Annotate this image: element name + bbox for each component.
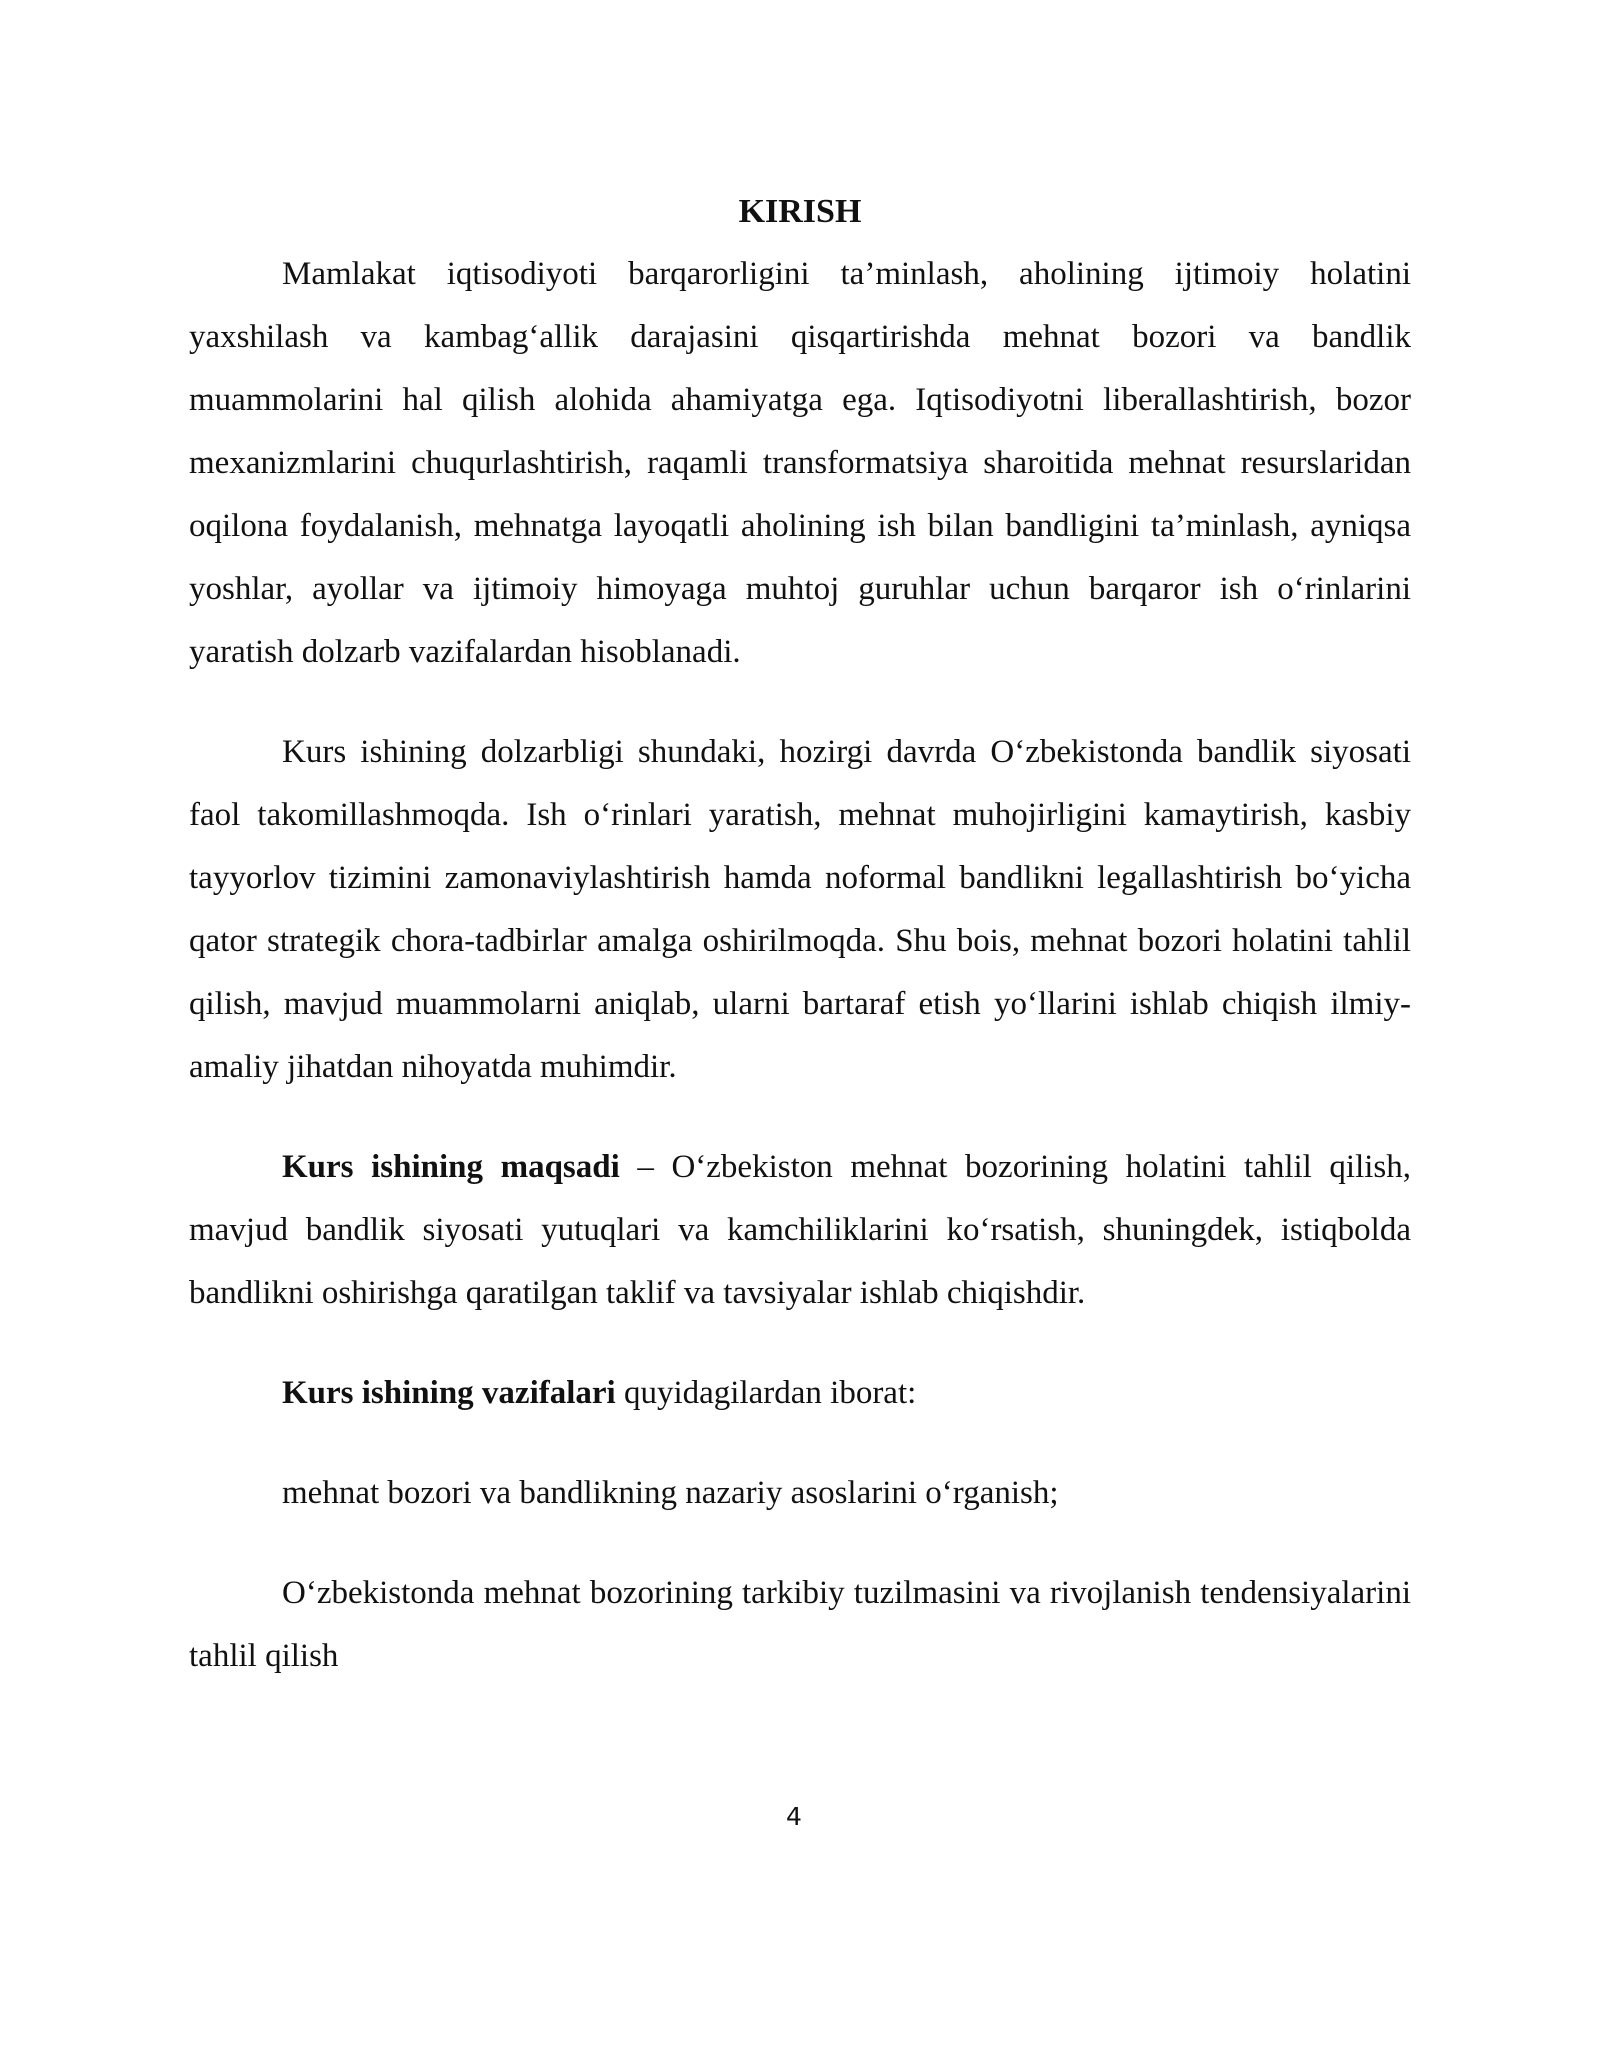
page-number xyxy=(0,1799,1600,1835)
paragraph-intro: Mamlakat iqtisodiyoti barqarorligini ta’minlash, aholining ijtimoiy holatini yaxshilash va kambag‘allik darajasini qisqartirishda mehnat bozori va bandlik muammolarini hal qilish alohida ahamiyatga ega. Iqtisodiyotni liberallashtirish, bozor mexanizmlarini chuqurlashtirish, raqamli transformatsiya sharoitida mehnat resurslaridan oqilona foydalanish, mehnatga layoqatli aholining ish bilan bandligini ta’minlash, ayniqsa yoshlar, ayollar va ijtimoiy himoyaga muhtoj guruhlar uchun barqaror ish o‘rinlarini yaratish dolzarb vazifalardan hisoblanadi. xyxy=(189,256,1411,670)
tasks-heading: Kurs ishining vazifalari xyxy=(282,1375,616,1411)
task-item-2: O‘zbekistonda mehnat bozorining tarkibiy tuzilmasini va rivojlanish tendensiyalarini tahlil qilish xyxy=(189,1575,1411,1674)
section-title: KIRISH xyxy=(738,193,862,230)
task-item-1: mehnat bozori va bandlikning nazariy asoslarini o‘rganish; xyxy=(282,1475,1059,1511)
tasks-text: quyidagilardan iborat: xyxy=(615,1375,917,1411)
goal-text: – O‘zbekiston mehnat bozorining holatini tahlil qilish, mavjud bandlik siyosati yutuqlari va kamchiliklarini ko‘rsatish, shuningdek, istiqbolda bandlikni oshirishga qaratilgan taklif va tavsiyalar ishlab chiqishdir. xyxy=(189,1149,1412,1311)
goal-heading: Kurs ishining maqsadi xyxy=(282,1149,620,1185)
page-number-text: 4 xyxy=(786,1802,802,1831)
page-content xyxy=(189,180,1411,1688)
paragraph-tasks xyxy=(189,1362,1411,1425)
paragraph-relevance: Kurs ishining dolzarbligi shundaki, hozirgi davrda O‘zbekistonda bandlik siyosati faol takomillashmoqda. Ish o‘rinlari yaratish, mehnat muhojirligini kamaytirish, kasbiy tayyorlov tizimini zamonaviylashtirish hamda noformal bandlikni legallashtirish bo‘yicha qator strategik chora-tadbirlar amalga oshirilmoqda. Shu bois, mehnat bozori holatini tahlil qilish, mavjud muammolarni aniqlab, ularni bartaraf etish yo‘llarini ishlab chiqish ilmiy-amaliy jihatdan nihoyatda muhimdir. xyxy=(189,734,1411,1085)
paragraph-goal xyxy=(189,1136,1411,1325)
